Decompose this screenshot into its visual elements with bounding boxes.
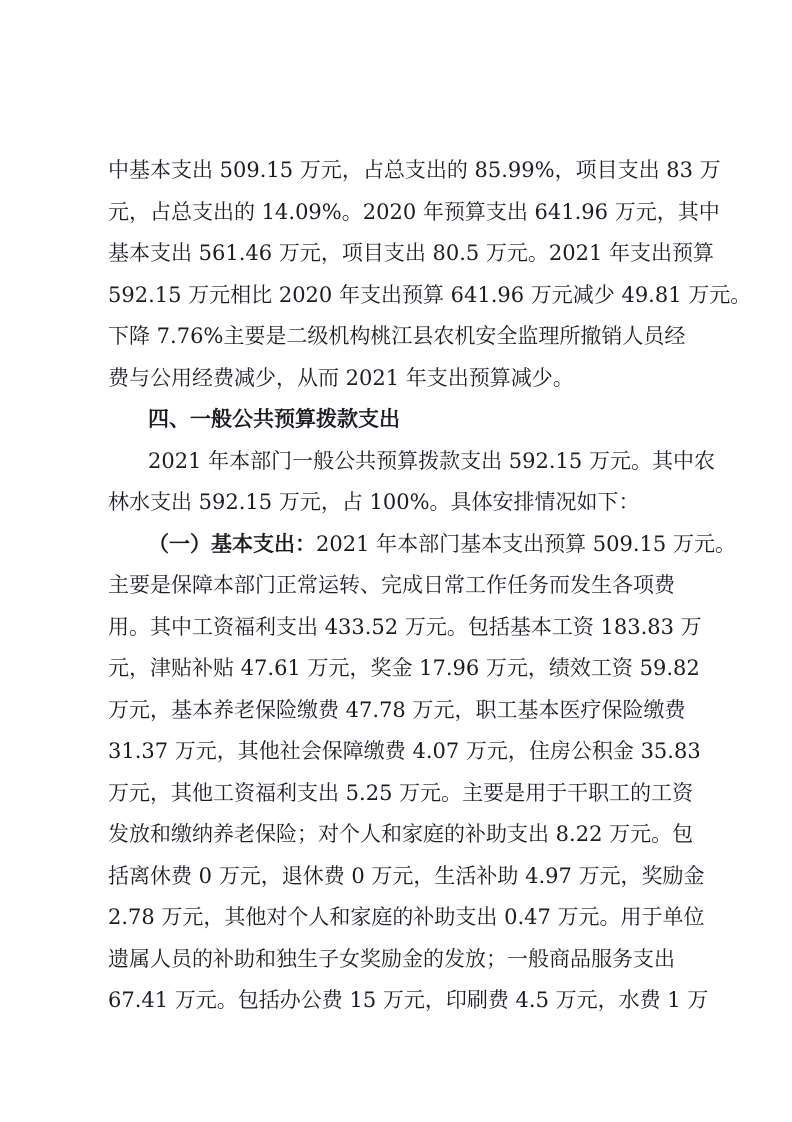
body-text-line: 元，津贴补贴 47.61 万元，奖金 17.96 万元，绩效工资 59.82 [108, 656, 700, 680]
body-text-line: 元，占总支出的 14.09%。2020 年预算支出 641.96 万元，其中 [108, 199, 720, 224]
body-text-line: 万元，其他工资福利支出 5.25 万元。主要是用于干职工的工资 [108, 780, 694, 805]
body-text-line: 用。其中工资福利支出 433.52 万元。包括基本工资 183.83 万 [108, 614, 702, 639]
body-text-line: 发放和缴纳养老保险；对个人和家庭的补助支出 8.22 万元。包 [108, 822, 694, 846]
body-text-line: 2.78 万元，其他对个人和家庭的补助支出 0.47 万元。用于单位 [108, 905, 705, 929]
body-text-line: 主要是保障本部门正常运转、完成日常工作任务而发生各项费 [108, 573, 675, 597]
body-text-line: 下降 7.76%主要是二级机构桃江县农机安全监理所撤销人员经 [108, 324, 686, 348]
subsection-line [108, 524, 768, 566]
body-text-line: 2021 年本部门一般公共预算拨款支出 592.15 万元。其中农 [148, 448, 715, 473]
body-text-line: 67.41 万元。包括办公费 15 万元，印刷费 4.5 万元，水费 1 万 [108, 988, 709, 1012]
section-heading: 四、一般公共预算拨款支出 [148, 407, 400, 431]
body-text-line: 遗属人员的补助和独生子女奖励金的发放；一般商品服务支出 [108, 946, 675, 971]
body-text-line: 基本支出 561.46 万元，项目支出 80.5 万元。2021 年支出预算 [108, 241, 715, 265]
body-text-line: 592.15 万元相比 2020 年支出预算 641.96 万元减少 49.81 万元。 [108, 282, 752, 307]
body-text-line: 中基本支出 509.15 万元，占总支出的 85.99%，项目支出 83 万 [108, 158, 721, 182]
body-text-line: 31.37 万元，其他社会保障缴费 4.07 万元，住房公积金 35.83 [108, 739, 701, 763]
body-text-line: 括离休费 0 万元，退休费 0 万元，生活补助 4.97 万元，奖励金 [108, 863, 705, 888]
document-page [108, 150, 768, 1022]
body-text: 2021 年本部门基本支出预算 509.15 万元。 [316, 531, 736, 556]
body-text-line: 费与公用经费减少，从而 2021 年支出预算减少。 [108, 365, 574, 390]
body-text-line: 林水支出 592.15 万元，占 100%。具体安排情况如下： [108, 490, 640, 514]
body-text-line: 万元，基本养老保险缴费 47.78 万元，职工基本医疗保险缴费 [108, 697, 686, 722]
subsection-label: （一）基本支出： [148, 531, 316, 556]
